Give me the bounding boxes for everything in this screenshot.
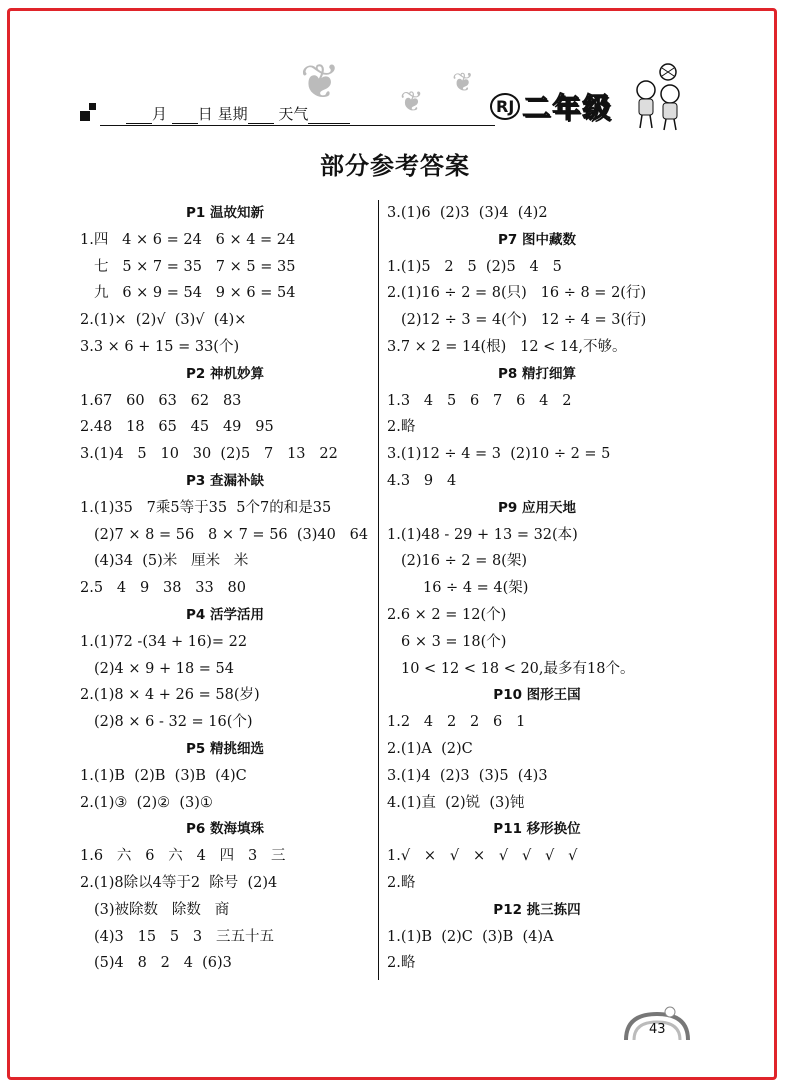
- answer-line: 10 < 12 < 18 < 20,最多有18个。: [401, 660, 635, 677]
- answer-line: (3)被除数 除数 商: [94, 901, 230, 918]
- answer-line: (2)12 ÷ 3 = 4(个) 12 ÷ 4 = 3(行): [401, 312, 647, 329]
- answer-line: 3.7 × 2 = 14(根) 12 < 14,不够。: [387, 338, 627, 355]
- section-heading: P9 应用天地: [498, 499, 576, 516]
- answer-line: 3.3 × 6 + 15 = 33(个): [80, 338, 240, 355]
- answer-line: 2.(1)16 ÷ 2 = 8(只) 16 ÷ 8 = 2(行): [387, 285, 647, 302]
- section-heading: P8 精打细算: [498, 365, 576, 382]
- answer-line: 1.√ × √ × √ √ √ √: [387, 848, 578, 865]
- page-title: 部分参考答案: [320, 151, 470, 180]
- section-heading: P11 移形换位: [493, 821, 581, 838]
- weather-label: 天气: [278, 105, 309, 123]
- answer-line: 3.(1)4 5 10 30 (2)5 7 13 22: [80, 446, 338, 463]
- answer-line: 16 ÷ 4 = 4(架): [423, 580, 529, 597]
- answer-line: (2)16 ÷ 2 = 8(架): [401, 553, 527, 570]
- answer-line: 3.(1)12 ÷ 4 = 3 (2)10 ÷ 2 = 5: [387, 446, 611, 463]
- answer-line: 1.67 60 63 62 83: [80, 392, 242, 409]
- answer-line: 2.(1)A (2)C: [387, 740, 473, 757]
- grade-label: 二年级: [522, 91, 613, 124]
- answer-line: 2.48 18 65 45 49 95: [80, 419, 274, 436]
- section-heading: P4 活学活用: [186, 606, 264, 623]
- answer-line: (2)8 × 6 - 32 = 16(个): [94, 714, 253, 731]
- answer-line: 1.2 4 2 2 6 1: [387, 714, 526, 731]
- answer-line: 1.(1)35 7乘5等于35 5个7的和是35: [80, 499, 332, 516]
- section-heading: P10 图形王国: [493, 687, 581, 704]
- answer-line: 2.(1)8 × 4 + 26 = 58(岁): [80, 687, 260, 704]
- answer-line: 2.略: [387, 419, 416, 436]
- edition-label: RJ: [490, 93, 520, 120]
- answer-line: 6 × 3 = 18(个): [401, 633, 507, 650]
- column-divider: [378, 200, 379, 980]
- answer-line: (2)4 × 9 + 18 = 54: [94, 660, 234, 677]
- answer-line: 2.(1)③ (2)② (3)①: [80, 794, 213, 811]
- answer-line: 1.3 4 5 6 7 6 4 2: [387, 392, 572, 409]
- answer-line: 2.略: [387, 955, 416, 972]
- answer-line: 1.(1)48 - 29 + 13 = 32(本): [387, 526, 578, 543]
- butterfly-icon: ❦: [400, 85, 424, 118]
- butterfly-icon: ❦: [452, 68, 474, 98]
- section-heading: P6 数海填珠: [186, 821, 264, 838]
- answer-line: 1.四 4 × 6 = 24 6 × 4 = 24: [80, 231, 296, 248]
- answer-line: (2)7 × 8 = 56 8 × 7 = 56 (3)40 64: [94, 526, 369, 543]
- answer-line: 2.略: [387, 874, 416, 891]
- grade-badge: [490, 86, 612, 126]
- weekday-label: 星期: [217, 105, 248, 123]
- corner-mark: [89, 103, 96, 110]
- answer-line: 3.(1)4 (2)3 (3)5 (4)3: [387, 767, 548, 784]
- answer-line: 九 6 × 9 = 54 9 × 6 = 54: [94, 285, 296, 302]
- answer-line: 1.(1)B (2)C (3)B (4)A: [387, 928, 554, 945]
- answers-right-column: [387, 200, 687, 977]
- answer-line: 2.6 × 2 = 12(个): [387, 606, 507, 623]
- month-label: 月: [152, 105, 168, 123]
- answer-line: (4)34 (5)米 厘米 米: [94, 553, 249, 570]
- section-heading: P3 查漏补缺: [186, 472, 264, 489]
- day-label: 日: [197, 105, 213, 123]
- answer-line: 1.(1)5 2 5 (2)5 4 5: [387, 258, 562, 275]
- date-fields: [126, 103, 350, 124]
- answer-line: 七 5 × 7 = 35 7 × 5 = 35: [94, 258, 296, 275]
- answer-line: 1.6 六 6 六 4 四 3 三: [80, 848, 286, 865]
- answer-line: (5)4 8 2 4 (6)3: [94, 955, 232, 972]
- page-number-badge: [622, 1004, 692, 1044]
- cartoon-kids-icon: [630, 62, 690, 132]
- butterfly-icon: ❦: [300, 54, 341, 110]
- answer-line: 2.(1)8除以4等于2 除号 (2)4: [80, 874, 278, 891]
- header-rule: [100, 125, 495, 126]
- answer-line: 2.(1)× (2)√ (3)√ (4)×: [80, 312, 247, 329]
- section-heading: P5 精挑细选: [186, 740, 264, 757]
- answer-line: 4.(1)直 (2)锐 (3)钝: [387, 794, 525, 811]
- section-heading: P2 神机妙算: [186, 365, 264, 382]
- answers-left-column: [80, 200, 370, 977]
- corner-mark: [80, 111, 90, 121]
- page-number: 43: [649, 1022, 666, 1037]
- answer-line: 1.(1)B (2)B (3)B (4)C: [80, 767, 247, 784]
- section-heading: P7 图中藏数: [498, 231, 576, 248]
- section-heading: P12 挑三拣四: [493, 901, 581, 918]
- answer-line: (4)3 15 5 3 三五十五: [94, 928, 274, 945]
- answer-line: 2.5 4 9 38 33 80: [80, 580, 246, 597]
- answer-line: 1.(1)72 -(34 + 16)= 22: [80, 633, 248, 650]
- answer-line: 4.3 9 4: [387, 472, 457, 489]
- answer-line: 3.(1)6 (2)3 (3)4 (4)2: [387, 205, 548, 221]
- section-heading: P1 温故知新: [186, 205, 264, 221]
